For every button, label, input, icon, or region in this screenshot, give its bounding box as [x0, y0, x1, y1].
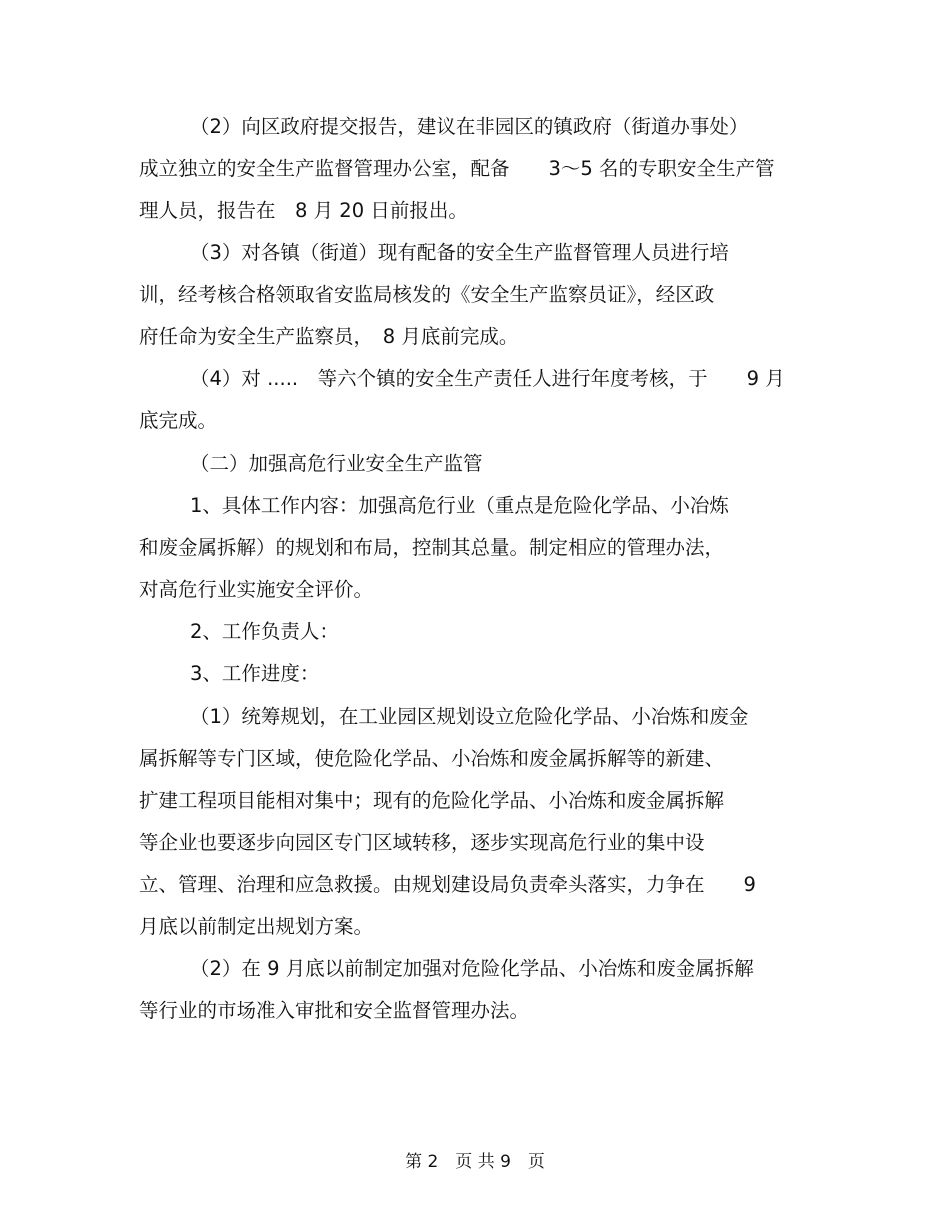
text-line: 属拆解等专门区域，使危险化学品、小冶炼和废金属拆解等的新建、 [139, 747, 725, 770]
text-line: 成立独立的安全生产监督管理办公室，配备 3～5 名的专职安全生产管 [139, 157, 775, 180]
text-line: 和废金属拆解）的规划和布局，控制其总量。制定相应的管理办法， [139, 536, 725, 559]
text-line: （2）向区政府提交报告，建议在非园区的镇政府（街道办事处） [190, 115, 749, 138]
text-line: （4）对 ..... 等六个镇的安全生产责任人进行年度考核，于 9 月 [190, 367, 785, 390]
text-line: 等行业的市场准入审批和安全监督管理办法。 [139, 999, 530, 1022]
text-line: 3、工作进度： [190, 662, 320, 685]
text-line: 理人员，报告在 8 月 20 日前报出。 [139, 199, 468, 222]
text-line: 对高危行业实施安全评价。 [139, 578, 374, 601]
text-line: 立、管理、治理和应急救援。由规划建设局负责牵头落实，力争在 9 [139, 873, 756, 896]
text-line: 训，经考核合格领取省安监局核发的《安全生产监察员证》，经区政 [139, 283, 715, 306]
text-line: 扩建工程项目能相对集中；现有的危险化学品、小冶炼和废金属拆解 [139, 789, 725, 812]
text-line: （3）对各镇（街道）现有配备的安全生产监督管理人员进行培 [190, 241, 729, 264]
text-line: 1、具体工作内容：加强高危行业（重点是危险化学品、小冶炼 [190, 494, 729, 517]
text-line: 底完成。 [139, 409, 218, 432]
page-number-footer: 第 2 页 共 9 页 [405, 1152, 545, 1172]
text-line: 2、工作负责人： [190, 620, 339, 643]
section-heading: （二）加强高危行业安全生产监管 [190, 452, 483, 475]
text-line: 府任命为安全生产监察员， 8 月底前完成。 [139, 325, 519, 348]
text-line: （2）在 9 月底以前制定加强对危险化学品、小冶炼和废金属拆解 [190, 957, 754, 980]
text-line: 月底以前制定出规划方案。 [139, 915, 374, 938]
text-line: （1）统筹规划，在工业园区规划设立危险化学品、小冶炼和废金 [190, 705, 749, 728]
text-line: 等企业也要逐步向园区专门区域转移，逐步实现高危行业的集中设 [139, 831, 705, 854]
